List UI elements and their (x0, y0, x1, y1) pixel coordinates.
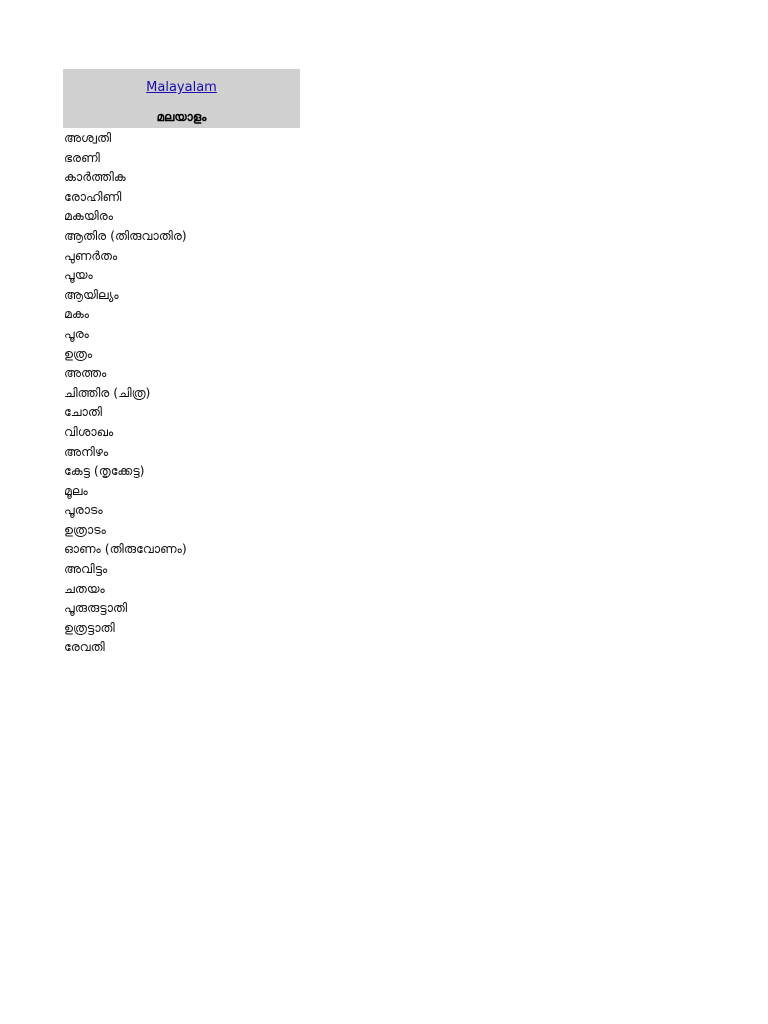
table-row: ഉത്രട്ടാതി (64, 619, 115, 635)
table-row: മകയിരം (64, 208, 113, 224)
table-row: കാർത്തിക (64, 169, 126, 185)
table-row: അവിട്ടം (64, 561, 108, 577)
table-row: വിശാഖം (64, 423, 114, 439)
table-row: ഉത്രം (64, 345, 93, 361)
table-row: മകം (64, 306, 90, 322)
table-row: ആയില്യം (64, 286, 119, 302)
table-row: ചോതി (64, 404, 102, 420)
table-row: അശ്വതി (64, 130, 112, 145)
table-row: പുണർതം (64, 247, 118, 263)
table-row: അനിഴം (64, 443, 109, 459)
malayalam-header-native: മലയാളം (156, 110, 207, 124)
table-row: രേവതി (64, 639, 105, 655)
table-row: അത്തം (64, 365, 107, 381)
table-row: പൂയം (64, 267, 93, 283)
table-row: രോഹിണി (64, 188, 122, 204)
nakshatra-table (63, 69, 300, 657)
table-row: കേട്ട (തൃക്കേട്ട) (64, 463, 145, 479)
table-row: ഉത്രാടം (64, 521, 106, 537)
table-row: ചിത്തിര (ചിത്ര) (64, 384, 151, 400)
table-row: മൂലം (64, 482, 88, 498)
malayalam-header-link[interactable]: Malayalam (146, 80, 217, 95)
table-row: ആതിര (തിരുവാതിര) (64, 227, 187, 243)
nakshatra-list (63, 128, 300, 657)
table-row: ഭരണി (64, 149, 100, 165)
table-row: പൂരുരുട്ടാതി (64, 600, 128, 616)
table-row: ഓണം (തിരുവോണം) (64, 541, 187, 557)
table-row: പൂരാടം (64, 502, 103, 518)
table-row: ചതയം (64, 580, 105, 596)
table-row: പൂരം (64, 325, 89, 341)
table-header (63, 69, 300, 128)
